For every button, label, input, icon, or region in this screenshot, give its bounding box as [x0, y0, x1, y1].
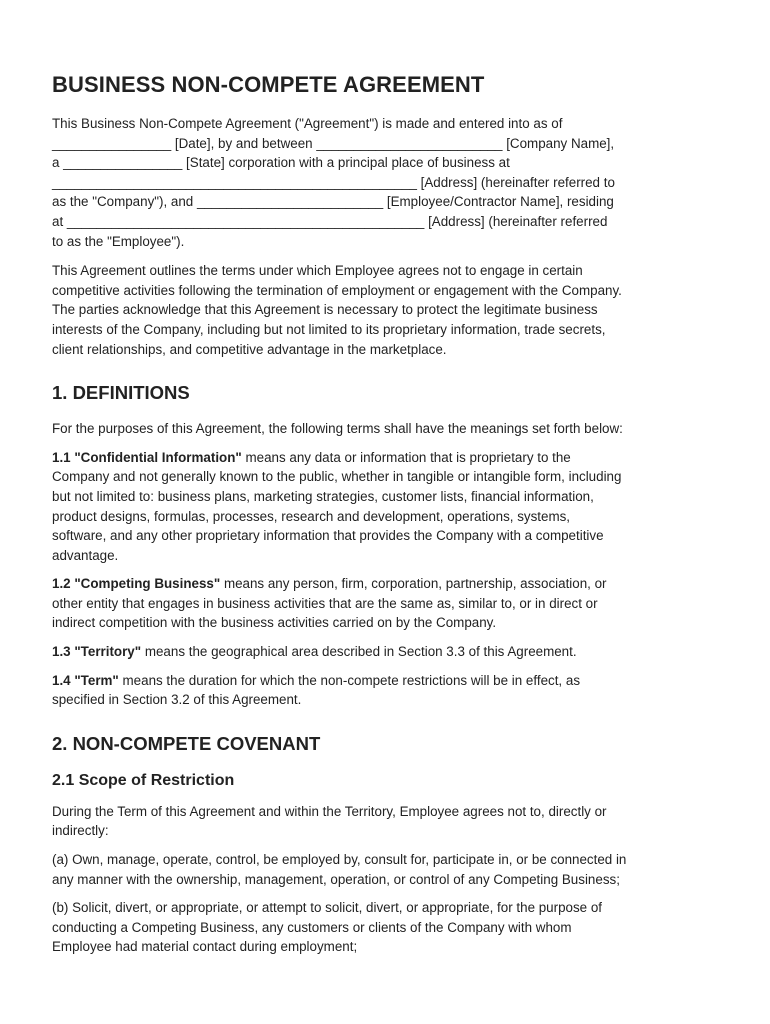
document-page: [52, 70, 720, 966]
definition-term: 1.3 "Territory": [52, 644, 142, 660]
document-title: BUSINESS NON-COMPETE AGREEMENT: [52, 72, 485, 97]
definition-text: means any data or information that is proprietary to the: [241, 449, 571, 465]
definition-text: software, and any other proprietary information that provides the Company with a competitive: [52, 528, 604, 544]
definition-term: 1.2 "Competing Business": [52, 576, 221, 592]
definition-term-duration: [52, 671, 720, 710]
definition-territory: [52, 642, 720, 662]
restriction-item-a: [52, 850, 720, 889]
definition-text: indirect competition with the business activities carried on by the Company.: [52, 615, 497, 631]
purpose-line: interests of the Company, including but not limited to its proprietary information, trade secrets,: [52, 321, 606, 337]
intro-line: ________________ [Date], by and between _________________________ [Company Name],: [52, 135, 615, 151]
definition-text: means the geographical area described in Section 3.3 of this Agreement.: [141, 644, 577, 660]
definition-text: specified in Section 3.2 of this Agreement.: [52, 692, 302, 708]
definition-text: means any person, firm, corporation, partnership, association, or: [220, 576, 607, 592]
intro-line: _________________________________________________ [Address] (hereinafter referred to: [52, 174, 615, 190]
restriction-lead: [52, 802, 720, 841]
definition-confidential-information: [52, 448, 720, 566]
purpose-paragraph: [52, 261, 720, 359]
definition-term: 1.4 "Term": [52, 672, 119, 688]
definition-text: advantage.: [52, 547, 119, 563]
definition-term: 1.1 "Confidential Information": [52, 449, 242, 465]
section-heading-definitions: 1. DEFINITIONS: [52, 382, 190, 404]
restriction-item-line: any manner with the ownership, management, operation, or control of any Competing Business;: [52, 871, 620, 887]
intro-paragraph: [52, 114, 720, 251]
definition-text: product designs, formulas, processes, research and development, operations, systems,: [52, 508, 571, 524]
definition-text: but not limited to: business plans, marketing strategies, customer lists, financial information,: [52, 488, 594, 504]
purpose-line: competitive activities following the termination of employment or engagement with the Company.: [52, 282, 622, 298]
definition-competing-business: [52, 574, 720, 633]
purpose-line: The parties acknowledge that this Agreement is necessary to protect the legitimate business: [52, 302, 598, 318]
definition-text: Company and not generally known to the public, whether in tangible or intangible form, including: [52, 469, 622, 485]
restriction-item-line: (a) Own, manage, operate, control, be employed by, consult for, participate in, or be connected in: [52, 852, 627, 868]
restriction-item-line: conducting a Competing Business, any customers or clients of the Company with whom: [52, 919, 572, 935]
subsection-heading-scope-of-restriction: 2.1 Scope of Restriction: [52, 771, 235, 789]
restriction-item-b: [52, 898, 720, 957]
purpose-line: This Agreement outlines the terms under which Employee agrees not to engage in certain: [52, 263, 583, 279]
definitions-lead: For the purposes of this Agreement, the following terms shall have the meanings set forth below:: [52, 421, 623, 437]
restriction-item-line: (b) Solicit, divert, or appropriate, or attempt to solicit, divert, or appropriate, for the purpose of: [52, 900, 603, 916]
intro-line: This Business Non-Compete Agreement ("Agreement") is made and entered into as of: [52, 116, 563, 131]
definition-text: other entity that engages in business activities that are the same as, similar to, or in direct or: [52, 595, 598, 611]
purpose-line: client relationships, and competitive advantage in the marketplace.: [52, 341, 447, 357]
intro-line: at ________________________________________________ [Address] (hereinafter referred: [52, 213, 608, 229]
section-heading-non-compete-covenant: 2. NON-COMPETE COVENANT: [52, 732, 321, 754]
intro-line: to as the "Employee").: [52, 233, 185, 249]
restriction-item-line: Employee had material contact during employment;: [52, 939, 358, 955]
restriction-lead-line: indirectly:: [52, 823, 109, 839]
restriction-lead-line: During the Term of this Agreement and within the Territory, Employee agrees not to, directly or: [52, 803, 607, 819]
definition-text: means the duration for which the non-compete restrictions will be in effect, as: [118, 672, 581, 688]
intro-line: as the "Company"), and _________________________ [Employee/Contractor Name], residing: [52, 194, 614, 210]
intro-line: a ________________ [State] corporation with a principal place of business at: [52, 155, 510, 171]
